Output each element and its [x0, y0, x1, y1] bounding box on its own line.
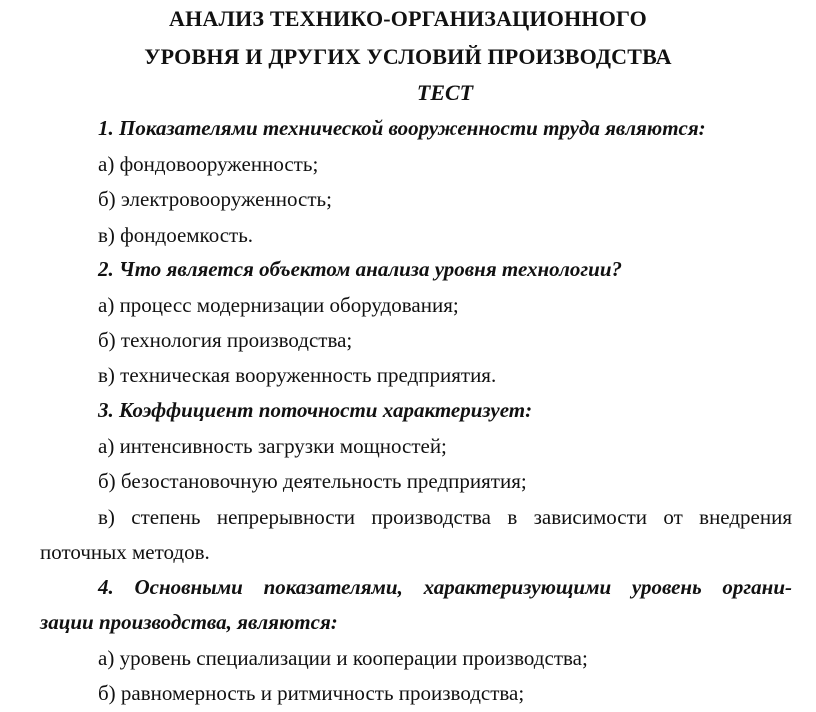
question-4-line-2: зации производства, являются: — [40, 610, 338, 634]
answer-3c-continuation: поточных методов. — [40, 540, 210, 564]
answer-3b: б) безостановочную деятельность предприятия; — [98, 469, 527, 493]
answer-1c: в) фондоемкость. — [98, 223, 254, 247]
question-3: 3. Коэффициент поточности характеризует: — [98, 398, 533, 422]
question-2: 2. Что является объектом анализа уровня технологии? — [98, 257, 623, 281]
answer-4a: а) уровень специализации и кооперации производства; — [98, 646, 588, 670]
answer-4b: б) равномерность и ритмичность производства; — [98, 681, 525, 705]
document-title-line-1: АНАЛИЗ ТЕХНИКО-ОРГАНИЗАЦИОННОГО — [168, 6, 647, 31]
answer-1b: б) электровооруженность; — [98, 187, 332, 211]
question-4-line-1: 4. Основными показателями, характеризующими уровень органи- — [98, 575, 792, 599]
test-label: ТЕСТ — [416, 80, 474, 105]
answer-1a: а) фондовооруженность; — [98, 152, 319, 176]
answer-3a: а) интенсивность загрузки мощностей; — [98, 434, 447, 458]
document-title-line-2: УРОВНЯ И ДРУГИХ УСЛОВИЙ ПРОИЗВОДСТВА — [144, 44, 672, 69]
answer-2a: а) процесс модернизации оборудования; — [98, 293, 459, 317]
answer-3c: в) степень непрерывности производства в зависимости от внедрения — [98, 505, 792, 529]
answer-2b: б) технология производства; — [98, 328, 353, 352]
question-1: 1. Показателями технической вооруженности труда являются: — [98, 116, 706, 140]
answer-2c: в) техническая вооруженность предприятия. — [98, 363, 497, 387]
